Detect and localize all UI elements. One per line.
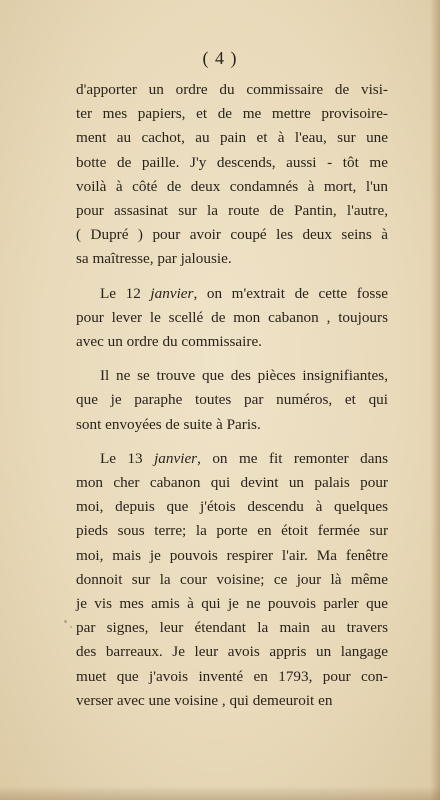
paper-speck [64, 620, 67, 623]
text-line: ( Dupré ) pour avoir coupé les deux seins à [76, 226, 388, 244]
text-line: moi, depuis que j'étois descendu à quelques [76, 498, 388, 516]
italic-date-word: janvier [154, 449, 198, 467]
text-line: pieds sous terre; la porte en étoit fermée sur [76, 522, 388, 540]
italic-date-word: janvier [150, 284, 194, 302]
paragraph-gap [76, 437, 388, 447]
text-line: Il ne se trouve que des pièces insignifiantes, [100, 367, 388, 385]
text-line: par signes, leur étendant la main au travers [76, 619, 388, 637]
text-line: ment au cachot, au pain et à l'eau, sur une [76, 129, 388, 147]
text-run: Le 13 [100, 449, 155, 467]
text-line [76, 447, 388, 471]
page-edge-shadow [430, 0, 440, 800]
text-run: Le 12 [100, 284, 151, 302]
text-line: sa maîtresse, par jalousie. [76, 250, 232, 268]
body-text [76, 78, 388, 713]
text-run: , on me fit remonter dans [197, 449, 388, 467]
paper-speck [70, 626, 72, 628]
text-line: d'apporter un ordre du commissaire de visi- [76, 81, 388, 98]
text-line: ter mes papiers, et de me mettre provisoire- [76, 105, 388, 123]
page-number: ( 4 ) [202, 48, 238, 68]
text-line: donnoit sur la cour voisine; ce jour là même [76, 570, 388, 588]
text-line: sont envoyées de suite à Paris. [76, 415, 261, 433]
page-bottom-shadow [0, 786, 440, 800]
text-line: je vis mes amis à qui je ne pouvois parler que [76, 595, 388, 613]
text-line: que je paraphe toutes par numéros, et qui [76, 391, 388, 409]
text-line: pour lever le scellé de mon cabanon , toujours [76, 308, 388, 326]
text-run: , on m'extrait de cette fosse [193, 284, 388, 302]
text-line: pour assasinat sur la route de Pantin, l'autre, [76, 202, 388, 220]
paragraph-gap [76, 354, 388, 364]
text-line: voilà à côté de deux condamnés à mort, l'un [76, 177, 388, 195]
text-line: avec un ordre du commissaire. [76, 333, 262, 351]
text-line: mon cher cabanon qui devint un palais pour [76, 474, 388, 492]
text-line: botte de paille. J'y descends, aussi - tôt me [76, 153, 388, 171]
text-line: des barreaux. Je leur avois appris un langage [76, 643, 388, 661]
text-line: muet que j'avois inventé en 1793, pour con- [76, 667, 388, 685]
paragraph-gap [76, 272, 388, 282]
text-line: moi, mais je pouvois respirer l'air. Ma fenêtre [76, 546, 388, 564]
text-line: verser avec une voisine , qui demeuroit en [76, 691, 333, 709]
text-line [76, 282, 388, 306]
